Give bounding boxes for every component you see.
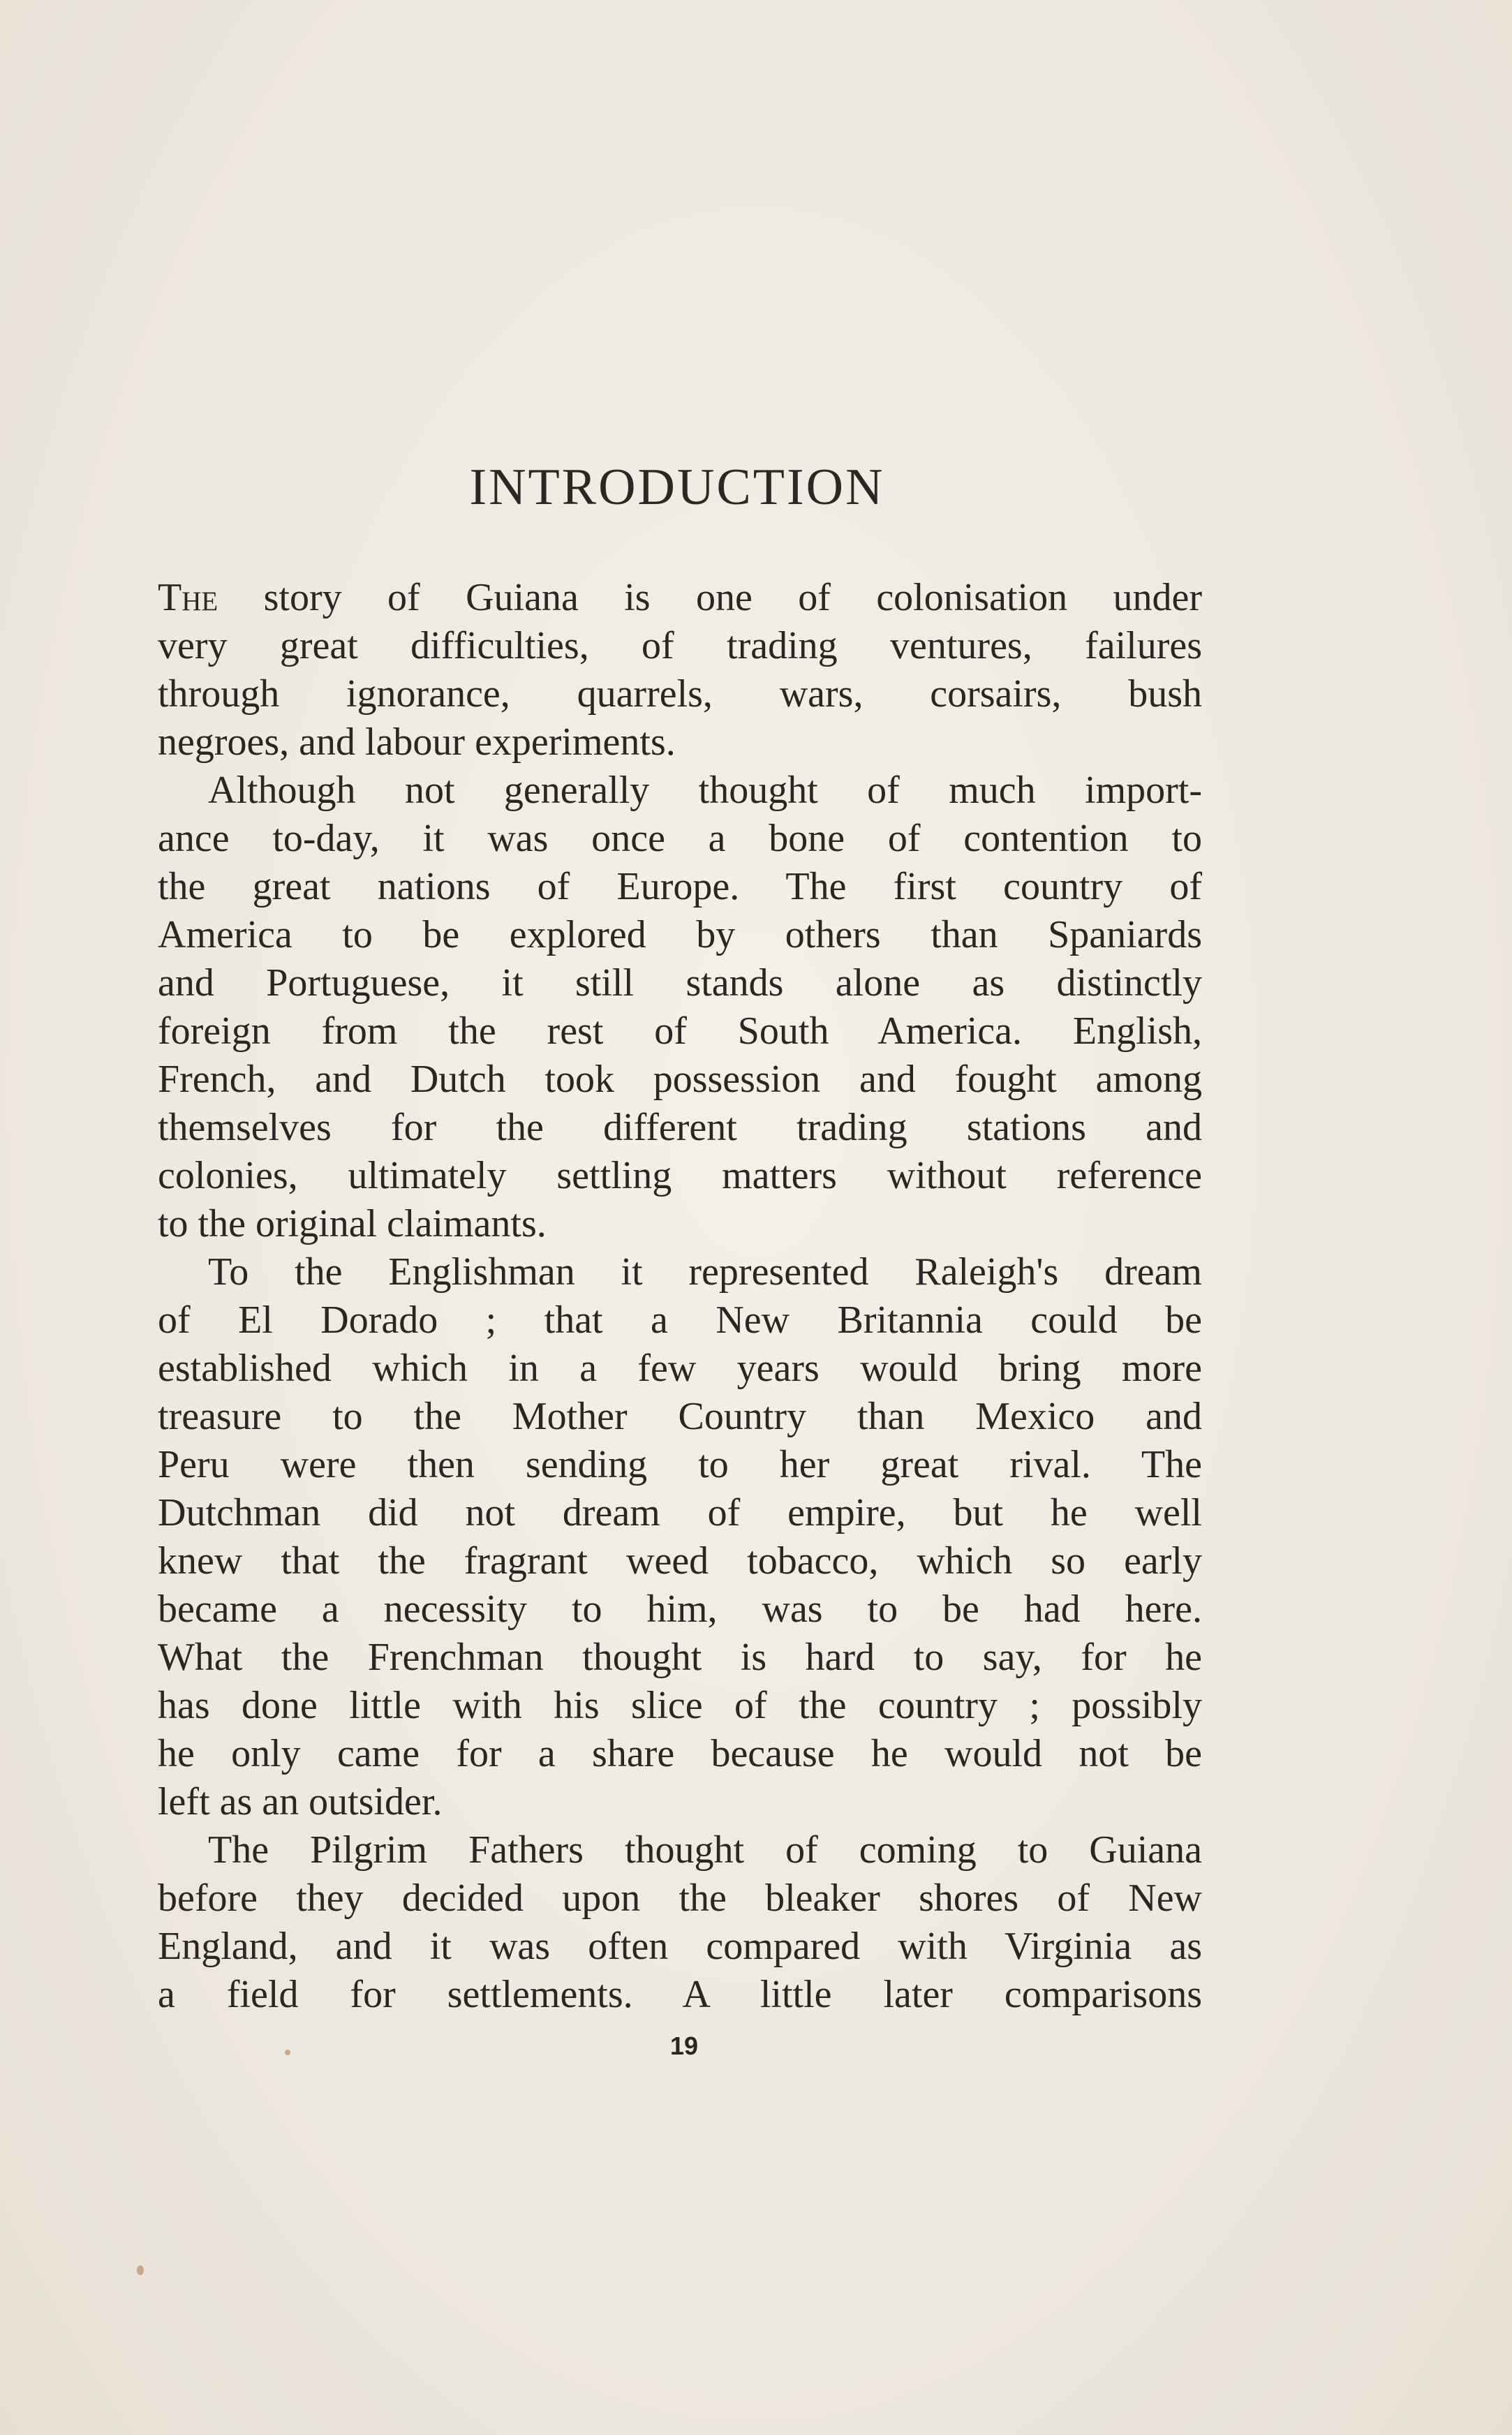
text-line: very great difficulties, of trading ventures, failures xyxy=(158,624,1202,667)
text-line: America to be explored by others than Spaniards xyxy=(158,913,1202,956)
text-line: a field for settlements. A little later comparisons xyxy=(158,1973,1202,2016)
text-line: negroes, and labour experiments. xyxy=(158,720,676,764)
text-line: of El Dorado ; that a New Britannia could be xyxy=(158,1298,1202,1342)
text-line: the great nations of Europe. The first country of xyxy=(158,865,1202,908)
text-line: has done little with his slice of the country ; possibly xyxy=(158,1684,1202,1727)
text-line: knew that the fragrant weed tobacco, which so early xyxy=(158,1539,1202,1583)
paper-speck xyxy=(285,2050,290,2055)
paper-speck xyxy=(137,2265,144,2275)
text-line: Dutchman did not dream of empire, but he well xyxy=(158,1491,1202,1534)
text-line: foreign from the rest of South America. English, xyxy=(158,1009,1202,1053)
text-line: What the Frenchman thought is hard to say, for he xyxy=(158,1636,1202,1679)
text-line: Peru were then sending to her great rival. The xyxy=(158,1443,1202,1486)
text-line: and Portuguese, it still stands alone as distinctly xyxy=(158,961,1202,1005)
text-line: through ignorance, quarrels, wars, corsairs, bush xyxy=(158,672,1202,716)
text-line: he only came for a share because he would not be xyxy=(158,1732,1202,1775)
text-line: to the original claimants. xyxy=(158,1202,547,1245)
text-line: The story of Guiana is one of colonisation under xyxy=(158,576,1202,619)
body-text xyxy=(158,574,1202,2019)
text-line: left as an outsider. xyxy=(158,1780,443,1823)
text-line: French, and Dutch took possession and fought among xyxy=(158,1058,1202,1101)
text-line: Although not generally thought of much import- xyxy=(208,769,1202,812)
drop-word: The xyxy=(158,576,218,619)
text-line: became a necessity to him, was to be had here. xyxy=(158,1587,1202,1631)
text-line: colonies, ultimately settling matters without reference xyxy=(158,1154,1202,1197)
page-number: 19 xyxy=(669,2031,699,2060)
text-line: England, and it was often compared with Virginia as xyxy=(158,1925,1202,1968)
text-line: before they decided upon the bleaker shores of New xyxy=(158,1877,1202,1920)
text-line: The Pilgrim Fathers thought of coming to Guiana xyxy=(208,1828,1202,1872)
text-line: established which in a few years would bring more xyxy=(158,1347,1202,1390)
text-line: ance to-day, it was once a bone of contention to xyxy=(158,817,1202,860)
chapter-title: INTRODUCTION xyxy=(469,459,885,516)
text-line: themselves for the different trading stations and xyxy=(158,1106,1202,1149)
text-line: To the Englishman it represented Raleigh's dream xyxy=(208,1250,1202,1294)
text-line: treasure to the Mother Country than Mexico and xyxy=(158,1395,1202,1438)
